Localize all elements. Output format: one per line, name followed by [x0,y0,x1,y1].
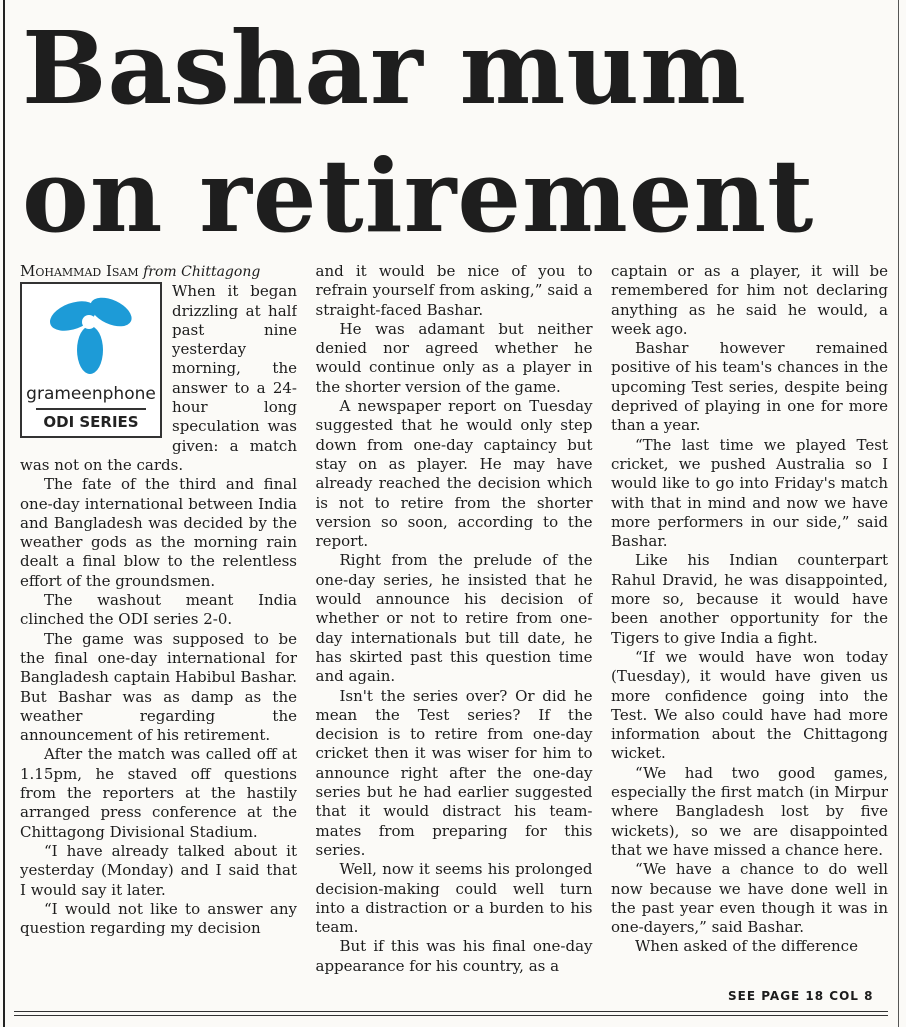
column-2 [316,262,593,982]
col3-para-6: “We had two good games, especially the first match (in Mirpur where Bangladesh lost by five wickets), so we are disappointed that we have missed a chance here. [611,763,888,859]
byline [20,262,297,282]
logo-series-text: ODI SERIES [36,408,146,431]
article-body [20,262,888,982]
col2-para-3: A newspaper report on Tuesday suggested that he would only step down from one-day captaincy but stay on as player. He may have already reached the decision which is not to retire from the shorter version so soon, according to the report. [315,397,593,551]
col3-para-5: “If we would have won today (Tuesday), it would have given us more confidence going into the Test. We also could have had more information about the Chittagong wicket. [611,647,888,763]
bottom-rule [14,1011,888,1016]
column-3 [611,262,888,982]
sponsor-logo-box [20,282,162,438]
col1-para-7: “I would not like to answer any question regarding my decision [20,899,297,938]
continuation-note: SEE PAGE 18 COL 8 [728,989,874,1003]
grameenphone-logo-icon [43,292,139,380]
col2-para-7: But if this was his final one-day appearance for his country, as a [315,937,593,975]
column-1 [20,262,297,982]
col2-para-4: Right from the prelude of the one-day series, he insisted that he would announce his decision of whether or not to retire from one-day internationals but till date, he has skirted past this question time and again. [315,551,593,686]
col2-para-6: Well, now it seems his prolonged decision-making could well turn into a distraction or a burden to his team. [315,860,593,937]
col1-para-6: “I have already talked about it yesterday (Monday) and I said that I would say it later. [20,841,297,899]
col1-para-4: The game was supposed to be the final one-day international for Bangladesh captain Habibul Bashar. But Bashar was as damp as the weather regarding the announcement of his retirement. [20,629,297,745]
col3-para-3: “The last time we played Test cricket, we pushed Australia so I would like to go into Friday's match with that in mind and now we have more performers in our side,” said Bashar. [611,435,888,551]
col1-para-1: When it began drizzling at half past nine yesterday morning, the answer to a 24-hour long speculation was given: a match was not on the cards. [20,282,297,474]
byline-author: Mohammad Isam [20,262,139,280]
col1-para-2: The fate of the third and final one-day international between India and Bangladesh was decided by the weather gods as the morning rain dealt a final blow to the relentless effort of the groundsmen. [20,475,297,590]
logo-brand-text: grameenphone [26,384,156,405]
col2-para-5: Isn't the series over? Or did he mean the Test series? If the decision is to retire from one-day cricket then it was wiser for him to announce right after the one-day series but he had earlier suggested that it would distract his team-mates from preparing for this series. [315,686,593,859]
col3-para-8: When asked of the difference [635,937,858,956]
col3-para-1: captain or as a player, it will be remembered for him not declaring anything as he said he would, a week ago. [611,262,888,338]
right-page-rule [898,0,899,1027]
col1-para-3: The washout meant India clinched the ODI series 2-0. [20,591,297,629]
left-page-rule [3,0,5,1027]
col1-para-5: After the match was called off at 1.15pm, he staved off questions from the reporters at the hastily arranged press conference at the Chittagong Divisional Stadium. [20,745,297,841]
col3-para-4: Like his Indian counterpart Rahul Dravid, he was disappointed, more so, because it would have been another opportunity for the Tigers to give India a fight. [611,551,888,647]
col3-para-7: “We have a chance to do well now because we have done well in the past year even though it was in one-dayers,” said Bashar. [611,860,888,937]
col2-para-1: and it would be nice of you to refrain yourself from asking,” said a straight-faced Bashar. [315,262,593,319]
col2-para-2: He was adamant but neither denied nor agreed whether he would continue only as a player in the shorter version of the game. [315,319,593,396]
headline: Bashar mum on retirement [22,9,815,255]
col3-para-2: Bashar however remained positive of his team's chances in the upcoming Test series, despite being deprived of playing in one for more than a year. [611,339,888,435]
byline-location: from Chittagong [143,264,261,280]
